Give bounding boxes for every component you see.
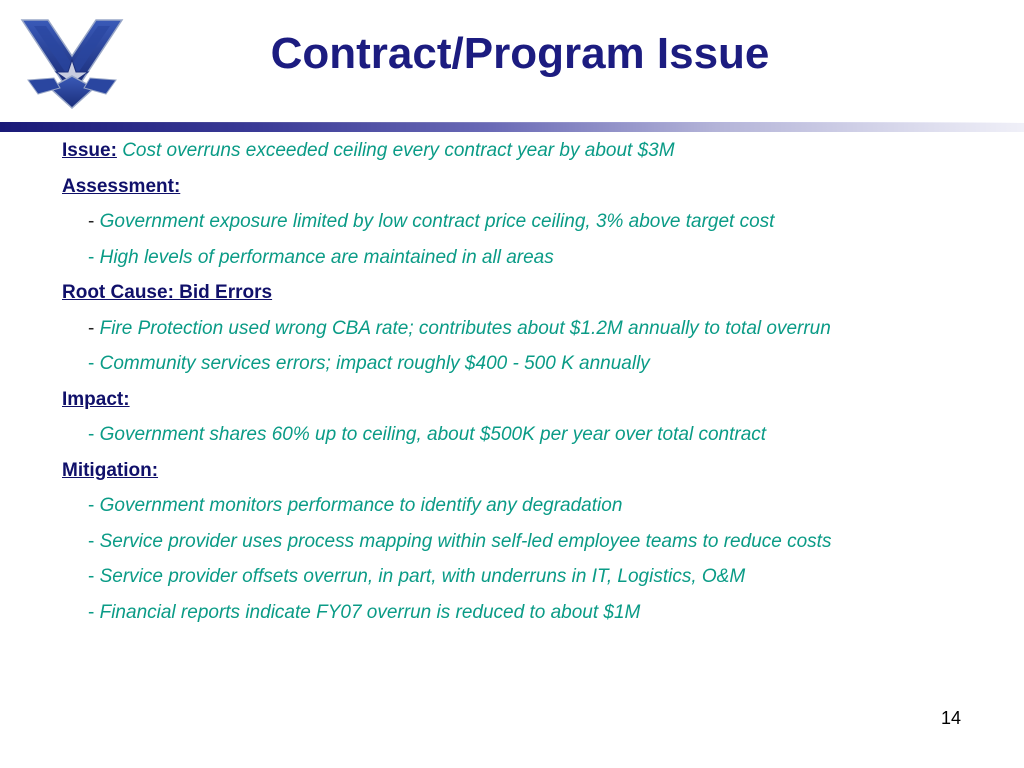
mitigation-item bbox=[62, 492, 1012, 528]
slide-title: Contract/Program Issue bbox=[270, 29, 770, 78]
bullet-dash: - bbox=[88, 601, 100, 623]
mitigation-item-text: Government monitors performance to identify any degradation bbox=[99, 495, 623, 516]
root-cause-heading: Root Cause: Bid Errors bbox=[62, 282, 273, 303]
bullet-dash: - bbox=[88, 317, 100, 339]
root-cause-item bbox=[62, 350, 1012, 386]
page-number: 14 bbox=[940, 708, 961, 728]
mitigation-item-text: Service provider offsets overrun, in part, with underruns in IT, Logistics, O&M bbox=[99, 566, 746, 587]
mitigation-item-text: Service provider uses process mapping within self-led employee teams to reduce costs bbox=[99, 530, 832, 552]
bullet-dash: - bbox=[88, 246, 100, 268]
assessment-heading: Assessment: bbox=[62, 175, 181, 197]
mitigation-item bbox=[62, 563, 1012, 599]
mitigation-item bbox=[62, 599, 1012, 635]
bullet-dash: - bbox=[88, 530, 100, 552]
root-cause-item-text: Community services errors; impact roughly $400 - 500 K annually bbox=[99, 353, 650, 374]
assessment-item bbox=[62, 208, 1012, 244]
issue-line bbox=[62, 137, 1012, 173]
mitigation-item-text: Financial reports indicate FY07 overrun is reduced to about $1M bbox=[99, 601, 641, 623]
bullet-dash: - bbox=[88, 424, 100, 445]
impact-line bbox=[62, 386, 1012, 422]
issue-heading: Issue: bbox=[62, 140, 117, 161]
mitigation-heading: Mitigation: bbox=[62, 459, 159, 481]
assessment-item-text: High levels of performance are maintained in all areas bbox=[99, 246, 554, 268]
slide-content bbox=[62, 137, 1012, 634]
bullet-dash: - bbox=[88, 566, 100, 587]
assessment-item bbox=[62, 244, 1012, 280]
bullet-dash: - bbox=[88, 353, 100, 374]
impact-item-text: Government shares 60% up to ceiling, about $500K per year over total contract bbox=[99, 424, 767, 445]
assessment-line bbox=[62, 173, 1012, 209]
bullet-dash: - bbox=[88, 211, 100, 232]
impact-heading: Impact: bbox=[62, 388, 130, 410]
assessment-item-text: Government exposure limited by low contract price ceiling, 3% above target cost bbox=[99, 211, 775, 232]
mitigation-item bbox=[62, 528, 1012, 564]
root-cause-item bbox=[62, 315, 1012, 351]
issue-text: Cost overruns exceeded ceiling every contract year by about $3M bbox=[122, 140, 675, 161]
impact-item bbox=[62, 421, 1012, 457]
bullet-dash: - bbox=[88, 495, 100, 516]
title-divider bbox=[0, 123, 1024, 132]
root-cause-item-text: Fire Protection used wrong CBA rate; contributes about $1.2M annually to total overrun bbox=[99, 317, 831, 339]
mitigation-line bbox=[62, 457, 1012, 493]
root-cause-line bbox=[62, 279, 1012, 315]
